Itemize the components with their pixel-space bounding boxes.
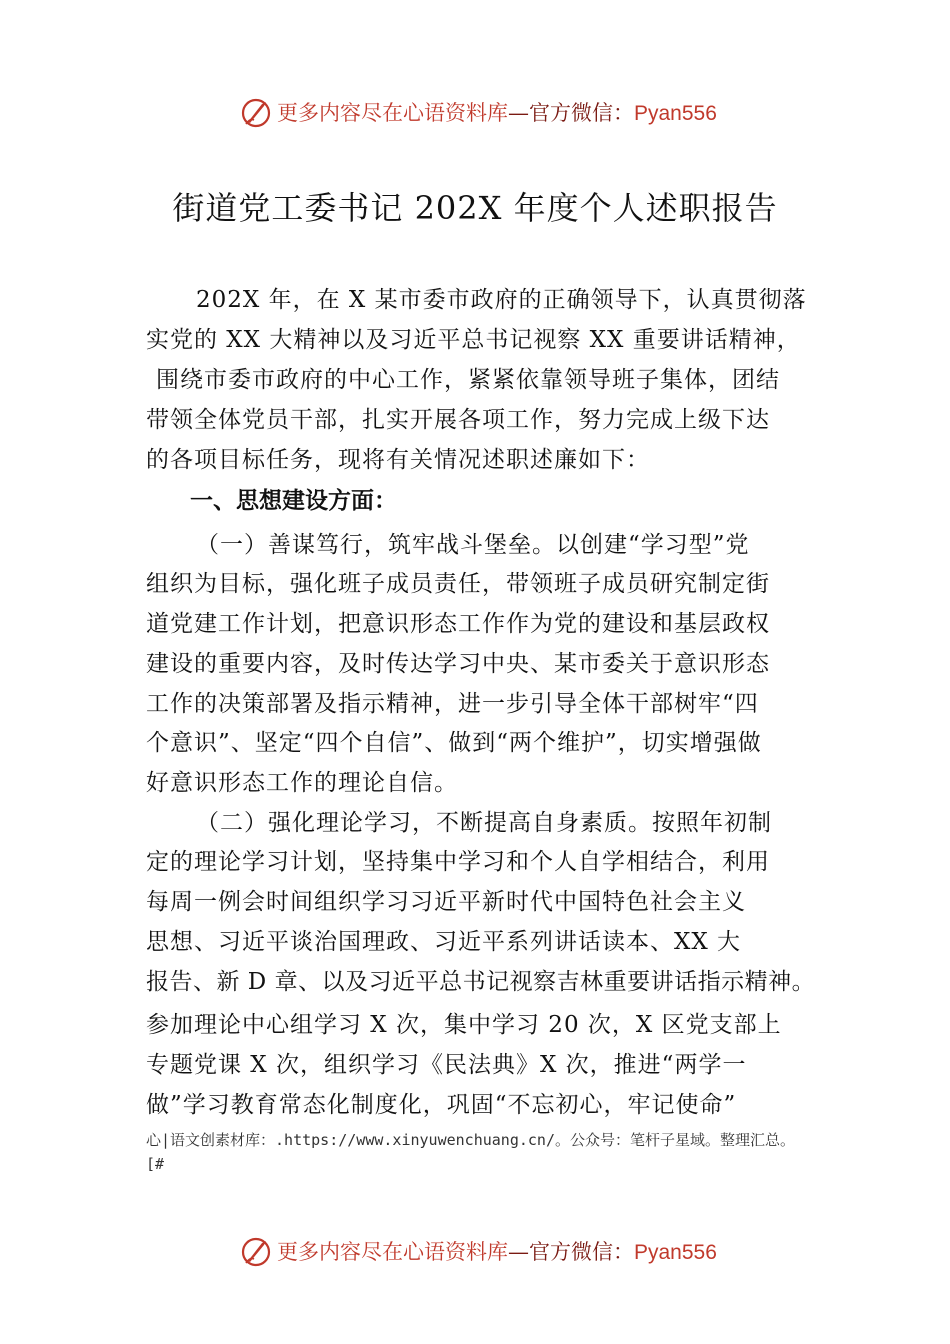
intro-line: 的各项目标任务，现将有关情况述职述廉如下： [146, 447, 650, 473]
intro-line: 实党的 XX 大精神以及习近平总书记视察 XX 重要讲话精神， [146, 327, 801, 353]
page-title: 街道党工委书记 202X 年度个人述职报告 [172, 189, 778, 227]
banner-wechat-id: Pyan556 [634, 1241, 717, 1264]
pen-quill-logo-icon [240, 1235, 272, 1267]
para2-line: 定的理论学习计划，坚持集中学习和个人自学相结合，利用 [146, 849, 770, 875]
para1-line: 组织为目标，强化班子成员责任，带领班子成员研究制定街 [146, 571, 770, 597]
pen-quill-logo-icon [240, 96, 272, 128]
banner-text-tail: —官方微信： [508, 1240, 634, 1264]
banner-text-tail: —官方微信： [508, 101, 634, 125]
para1-line: 个意识”、坚定“四个自信”、做到“两个维护”，切实增强做 [146, 730, 762, 756]
banner-text [277, 1239, 717, 1266]
banner-wechat-id: Pyan556 [634, 102, 717, 125]
banner-text-main: 更多内容尽在心语资料库 [277, 1240, 508, 1264]
para2-line: 报告、新 D 章、以及习近平总书记视察吉林重要讲话指示精神。 [146, 969, 816, 995]
footer-banner [0, 1233, 950, 1273]
intro-line: 202X 年，在 X 某市委市政府的正确领导下，认真贯彻落 [196, 287, 807, 313]
intro-line: 带领全体党员干部，扎实开展各项工作，努力完成上级下达 [146, 407, 770, 433]
para2-line: 参加理论中心组学习 X 次，集中学习 20 次，X 区党支部上 [146, 1012, 782, 1038]
para1-line: 好意识形态工作的理论自信。 [146, 770, 458, 796]
para1-line: 道党建工作计划，把意识形态工作作为党的建设和基层政权 [146, 611, 770, 637]
section-heading: 一、思想建设方面： [190, 488, 397, 514]
intro-line: 围绕市委市政府的中心工作，紧紧依靠领导班子集体，团结 [156, 367, 780, 393]
para2-line: 每周一例会时间组织学习习近平新时代中国特色社会主义 [146, 889, 746, 915]
para2-line: （二）强化理论学习，不断提高自身素质。按照年初制 [196, 810, 772, 836]
banner-text [277, 100, 717, 127]
header-banner [0, 94, 950, 134]
para1-line: （一）善谋笃行，筑牢战斗堡垒。以创建“学习型”党 [196, 532, 750, 558]
banner-text-main: 更多内容尽在心语资料库 [277, 101, 508, 125]
source-note-marker: [# [146, 1155, 165, 1173]
para2-line: 专题党课 X 次，组织学习《民法典》X 次，推进“两学一 [146, 1052, 747, 1078]
para2-line: 做”学习教育常态化制度化，巩固“不忘初心，牢记使命” [146, 1092, 737, 1118]
para1-line: 建设的重要内容，及时传达学习中央、某市委关于意识形态 [146, 651, 770, 677]
para2-line: 思想、习近平谈治国理政、习近平系列讲话读本、XX 大 [146, 929, 742, 955]
source-note: 心|语文创素材库：.https://www.xinyuwenchuang.cn/。公众号：笔杆子星域。整理汇总。 [146, 1131, 795, 1149]
para1-line: 工作的决策部署及指示精神，进一步引导全体干部树牢“四 [146, 691, 759, 717]
